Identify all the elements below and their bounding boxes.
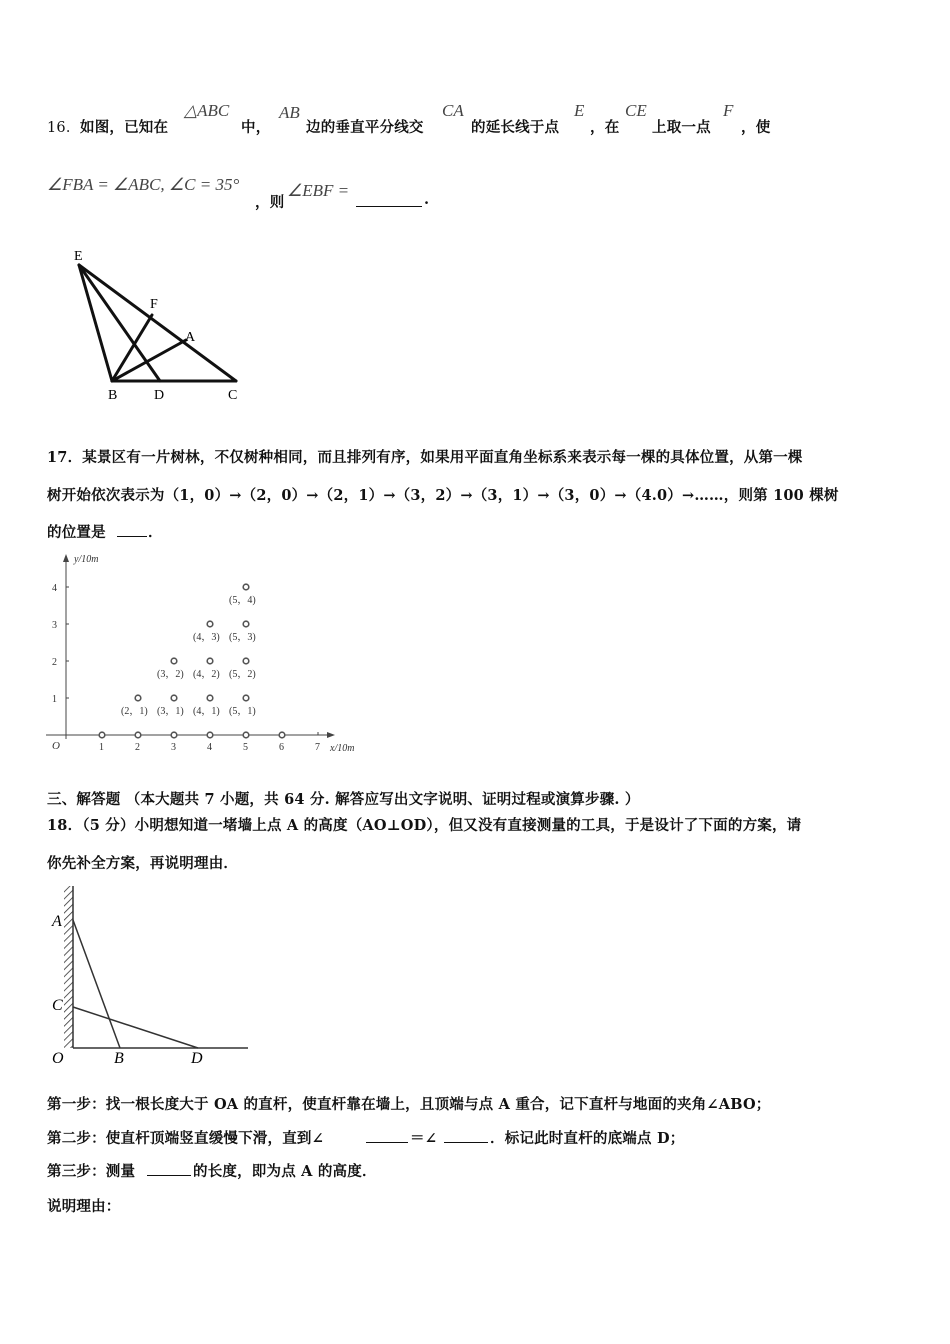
q17-line-2: 树开始依次表示为（1，0）→（2，0）→（2，1）→（3，2）→（3，1）→（3，0）→（4.0）→……，则第 100 棵树 xyxy=(47,487,839,504)
y-tick-label: 4 xyxy=(52,583,57,594)
q18-step-2-c: ．标记此时直杆的底端点 D； xyxy=(490,1130,685,1147)
y-tick-label: 2 xyxy=(52,657,57,668)
q16-text-2: 中， xyxy=(241,119,271,136)
q18-step-2-blank-1[interactable] xyxy=(366,1126,408,1143)
point-label: (3，2) xyxy=(157,669,184,680)
section3-heading: 三、解答题 （本大题共 7 小题，共 64 分. 解答应写出文字说明、证明过程或演算步骤. ） xyxy=(47,791,640,808)
segment-eb xyxy=(79,265,112,381)
tree-point xyxy=(99,732,105,738)
label-c: C xyxy=(228,388,238,403)
y-axis-label: y/10m xyxy=(74,554,99,565)
q16-math-ca: CA xyxy=(442,101,464,120)
label-e: E xyxy=(74,249,83,264)
point-label: (3，1) xyxy=(157,706,184,717)
point-label: (5，1) xyxy=(229,706,256,717)
origin-label: O xyxy=(52,740,60,752)
x-tick-label: 7 xyxy=(315,742,320,753)
tree-point xyxy=(243,695,249,701)
tree-point xyxy=(243,732,249,738)
x-axis-label: x/10m xyxy=(330,743,355,754)
q16-triangle-figure xyxy=(60,240,260,410)
q16-math-triangle: △ABC xyxy=(184,101,230,120)
y-tick-label: 1 xyxy=(52,694,57,705)
q18-line-1: 18．（5 分）小明想知道一堵墙上点 A 的高度（AO⊥OD），但又没有直接测量的工具，于是设计了下面的方案，请 xyxy=(47,817,802,834)
tree-point xyxy=(243,584,249,590)
q18-wall-figure xyxy=(40,880,260,1070)
q18-step-2-b: ＝∠ xyxy=(410,1130,438,1147)
q16-answer-blank[interactable] xyxy=(356,190,422,207)
q16-math-ce: CE xyxy=(625,101,647,120)
tree-point xyxy=(135,695,141,701)
q16-text-1: 如图，已知在 xyxy=(80,119,169,136)
tree-point xyxy=(207,732,213,738)
y-axis-arrow xyxy=(63,554,69,562)
x-axis-arrow xyxy=(327,732,335,738)
pole-cd xyxy=(73,1007,198,1048)
label-b: B xyxy=(108,388,118,403)
point-label: (4，3) xyxy=(193,632,220,643)
point-label: (4，2) xyxy=(193,669,220,680)
label-a: A xyxy=(185,330,196,345)
q17-line-3-prefix: 的位置是 xyxy=(47,524,106,541)
label-o: O xyxy=(52,1050,64,1067)
q18-step-1: 第一步：找一根长度大于 OA 的直杆，使直杆靠在墙上，且顶端与点 A 重合，记下直杆与地面的夹角∠ABO； xyxy=(47,1096,771,1113)
x-tick-label: 2 xyxy=(135,742,140,753)
point-label: (2，1) xyxy=(121,706,148,717)
q17-answer-blank[interactable] xyxy=(117,520,147,537)
label-a: A xyxy=(52,913,62,930)
q16-math-condition: ∠FBA = ∠ABC, ∠C = 35° xyxy=(47,175,240,194)
x-tick-label: 4 xyxy=(207,742,212,753)
q16-text-3: 边的垂直平分线交 xyxy=(306,119,424,136)
x-tick-label: 3 xyxy=(171,742,176,753)
point-label: (5，2) xyxy=(229,669,256,680)
tree-point xyxy=(207,621,213,627)
q16-text-8: ，则 xyxy=(255,194,285,211)
label-d: D xyxy=(191,1050,203,1067)
point-label: (5，4) xyxy=(229,595,256,606)
segment-ec xyxy=(79,265,236,381)
q18-line-2: 你先补全方案，再说明理由． xyxy=(47,855,239,872)
q18-step-2-a: 第二步：使直杆顶端竖直缓慢下滑，直到∠ xyxy=(47,1130,324,1147)
q17-line-1: 17．某景区有一片树林，不仅树种相同，而且排列有序，如果用平面直角坐标系来表示每一棵的具体位置，从第一棵 xyxy=(47,449,803,466)
x-tick-label: 5 xyxy=(243,742,248,753)
label-f: F xyxy=(150,297,158,312)
pole-ab xyxy=(73,920,120,1048)
q16-text-7: ，使 xyxy=(741,119,771,136)
tree-point xyxy=(171,658,177,664)
tree-point xyxy=(243,658,249,664)
tree-point xyxy=(171,732,177,738)
q18-reason-label: 说明理由： xyxy=(47,1198,121,1215)
tree-point xyxy=(171,695,177,701)
q16-math-ebf: ∠EBF = xyxy=(287,181,350,200)
q16-number: 16． xyxy=(47,120,81,136)
q16-text-6: 上取一点 xyxy=(652,119,711,136)
tree-point xyxy=(243,621,249,627)
tree-point xyxy=(279,732,285,738)
q18-step-2-blank-2[interactable] xyxy=(444,1126,488,1143)
point-label: (4，1) xyxy=(193,706,220,717)
q17-line-3-suffix: ． xyxy=(148,524,163,541)
tree-point xyxy=(207,695,213,701)
q16-math-ab: AB xyxy=(279,103,300,122)
label-c: C xyxy=(52,997,63,1014)
q17-coordinate-chart xyxy=(40,548,370,760)
q16-period: . xyxy=(424,191,430,208)
x-tick-label: 1 xyxy=(99,742,104,753)
q18-step-3-a: 第三步：测量 xyxy=(47,1163,136,1180)
tree-point xyxy=(135,732,141,738)
q16-math-e: E xyxy=(574,101,585,120)
wall-hatching xyxy=(64,886,73,1048)
label-d: D xyxy=(154,388,165,403)
q18-step-3-blank[interactable] xyxy=(147,1159,191,1176)
x-tick-label: 6 xyxy=(279,742,284,753)
q16-math-f: F xyxy=(723,101,734,120)
point-label: (5，3) xyxy=(229,632,256,643)
label-b: B xyxy=(114,1050,124,1067)
q16-text-4: 的延长线于点 xyxy=(471,119,560,136)
q16-text-5: ，在 xyxy=(590,119,620,136)
q18-step-3-b: 的长度，即为点 A 的高度． xyxy=(193,1163,377,1180)
tree-point xyxy=(207,658,213,664)
y-tick-label: 3 xyxy=(52,620,57,631)
